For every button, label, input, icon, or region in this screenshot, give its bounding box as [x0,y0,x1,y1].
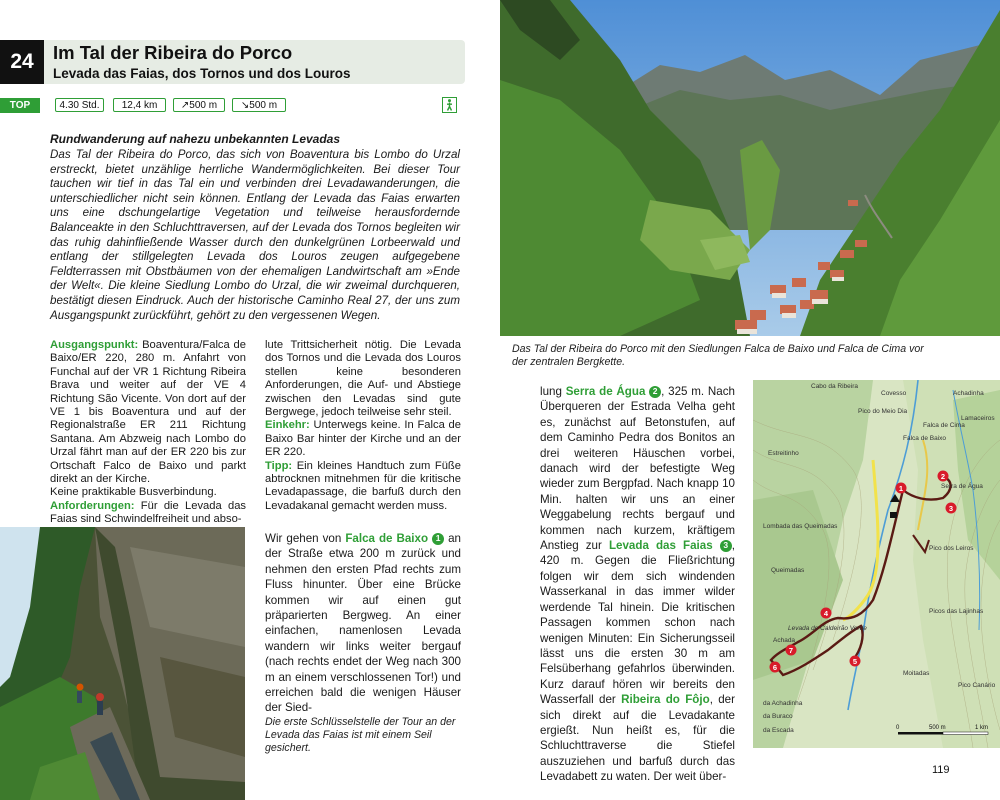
route-text: Wir gehen von [265,532,346,545]
map-label: Lamaceiros [961,415,995,422]
waypoint-3-marker: 3 [720,540,732,552]
stat-ascent: ↗500 m [173,98,225,112]
map-label: Falca de Cima [923,422,965,429]
route-text: an der Straße etwa 200 m zurück und nehmen den ersten Pfad rechts zum Fluss hinunter. Über eine Brücke kommen wir auf einen gut präparierten Bergweg. An einer einfachen, namenlosen Levada wandern wir links weiter bergauf (nach rechts endet der Weg nach 300 m an einem verschlossenen Tor!) und erreichen bald die wenigen Häuser der Sied- [265,532,461,715]
info-column-1 [50,339,246,527]
map-label: Picos das Lajinhas [929,608,984,615]
top-badge: TOP [0,98,40,113]
tour-subtitle: Levada das Faias, dos Tornos und dos Louros [53,66,351,81]
scale-label: 500 m [929,725,946,731]
route-text: lung [540,385,566,398]
place-serra-de-agua: Serra de Água [565,385,646,398]
route-text: , 420 m. Gegen die Fließrichtung folgen wir dem sich windenden Wasserkanal in das immer wilder werdende Tal hinein. Die kritischen Passagen kommen schon nach wenigen Minuten: Ein Sicherungsseil lässt uns die ersten 30 m am Felsüberhang gefahrlos überwinden. Kurz darauf hören wir bereits den Wasserfall der [540,539,735,707]
map-label: Pico dos Leiros [929,545,974,552]
map-waypoint-7: 7 [788,646,794,655]
map-label: Pico Canário [958,682,996,689]
route-text: , der sich direkt auf die Levadakante ergießt. Nun heißt es, für die Schluchttraverse die Stiefel auszuziehen und barfuß durch das Levadabett zu waten. Der weit über- [540,693,735,784]
map-label: Lombada das Queimadas [763,523,838,530]
map-label: da Achadinha [763,700,803,707]
start-text: Boaventura/Falca de Baixo/ER 220, 280 m. Anfahrt von Funchal auf der VR 1 Richtung Ribeira Brava und weiter auf der VE 4 Richtung São Vicente. Von dort auf der VE 1 bis Boaventura und auf der Regionalstraße ER 211 Richtung Santana. Am Abzweig nach Lombo do Urzal fährt man auf der ER 220 bis zur Ortschaft Falco de Baixo und parkt direkt an der Kirche. [50,339,246,486]
map-label: Estreitinho [768,450,799,457]
waypoint-2-marker: 2 [649,386,661,398]
requirements-text-b: lute Trittsicherheit nötig. Die Levada dos Tornos und die Levada dos Louros stellen keine besonderen Anforderungen, die Auf- und Abstiege zwischen den Levadas sind gute Bergwege, jedoch teilweise sehr steil. [265,339,461,419]
route-text-column-3 [540,384,735,785]
scale-label: 0 [896,725,900,731]
route-text: , 325 m. Nach Überqueren der Estrada Velha geht es, zunächst auf Betonstufen, auf dem Caminho Pedra dos Bonitos an drei weiteren Häuschen vorbei, danach wird der befestigte Weg wieder zum Bergpfad. Nach knapp 10 Min. halten wir uns an einer Weggabelung rechts bergauf und kommen nach kurzem, kräftigem Anstieg zur [540,385,735,553]
map-label: Achada [773,637,796,644]
map-waypoint-1: 1 [898,484,904,493]
stat-distance: 12,4 km [113,98,166,112]
page-number: 119 [932,764,950,776]
caption-top-photo: Das Tal der Ribeira do Porco mit den Siedlungen Falca de Baixo und Falca de Cima vor der zentralen Bergkette. [512,343,924,368]
tour-number: 24 [0,40,44,84]
stop-label: Einkehr: [265,419,310,432]
map-label: Falca de Baixo [903,435,946,442]
map-waypoint-2: 2 [940,472,946,481]
map-label: da Buraco [763,713,793,720]
map-waypoint-3: 3 [948,504,954,513]
requirements-text-a: Für die Levada das Faias sind Schwindelfreiheit und abso- [50,499,247,526]
stop-text: Unterwegs keine. In Falca de Baixo Bar hinter der Kirche und an der ER 220. [265,419,461,459]
map-waypoint-4: 4 [823,609,829,618]
map-label: Queimadas [771,567,805,574]
scale-label: 1 km [975,725,989,731]
tour-title: Im Tal der Ribeira do Porco [53,42,293,63]
waypoint-1-marker: 1 [432,533,444,545]
map-label: da Escada [763,727,794,734]
map-label: Cabo da Ribeira [811,383,858,390]
start-label: Ausgangspunkt: [50,339,139,351]
tip-text: Ein kleines Handtuch zum Füße abtrocknen mitnehmen für die kritische Levadapassage, die barfuß durch den Levadakanal gemacht werden muss. [265,459,461,512]
route-text-column-2 [265,531,461,716]
map-waypoint-5: 5 [852,657,858,666]
stat-descent: ↘500 m [232,98,286,112]
start-note: Keine praktikable Busverbindung. [50,486,217,499]
intro-heading: Rundwanderung auf nahezu unbekannten Levadas [50,132,341,146]
place-falca-de-baixo: Falca de Baixo [345,532,429,545]
place-ribeira-do-fojo: Ribeira do Fôjo [621,693,710,707]
route-map [753,380,1000,748]
map-label: Achadinha [953,390,984,397]
hiker-icon [442,97,457,113]
levada-photo [0,527,245,800]
stat-time: 4.30 Std. [55,98,104,112]
caption-bottom-photo: Die erste Schlüsselstelle der Tour an der Levada das Faias ist mit einem Seil gesichert. [265,716,456,754]
info-column-2 [265,339,461,513]
map-label: Pico do Meio Dia [858,408,908,415]
map-label: Covesso [881,390,907,397]
intro-text: Das Tal der Ribeira do Porco, das sich von Boaventura bis Lombo do Urzal erstreckt, bietet unzählige herrliche Wandermöglichkeiten. Bei dieser Tour tauchen wir tief in das Tal ein und verbinden drei Levadawanderungen, die unterschiedlicher nicht sein können. Entlang der Levada das Faias erwarten uns eine dschungelartige Vegetation und teilweise herausfordernde Balanceakte in den Schluchttraversen, auf der Levada dos Tornos begleiten wir das ruhig dahinfließende Wasser durch den dunkelgrünen Lorbeerwald und entlang der stillgelegten Levada dos Louros zeugen aufgegebene Feldterrassen mit Obstbäumen von der ehemaligen Landwirtschaft am »Ende der Welt«. Die kleine Siedlung Lombo do Urzal, die wir zweimal durchqueren, bestätigt diesen Eindruck. Auch der historische Caminho Real 27, der uns zum Ausgangspunkt zurückführt, gehört zu den vergessenen Wegen. [50,148,460,322]
map-waypoint-6: 6 [772,663,778,672]
requirements-label: Anforderungen: [50,499,135,512]
map-label: Serra de Água [941,483,983,490]
map-label: Levada do Caldeirão Verde [788,625,867,632]
map-label: Moitadas [903,670,930,677]
tip-label: Tipp: [265,459,293,472]
place-levada-das-faias: Levada das Faias [608,539,713,553]
valley-photo [500,0,1000,336]
